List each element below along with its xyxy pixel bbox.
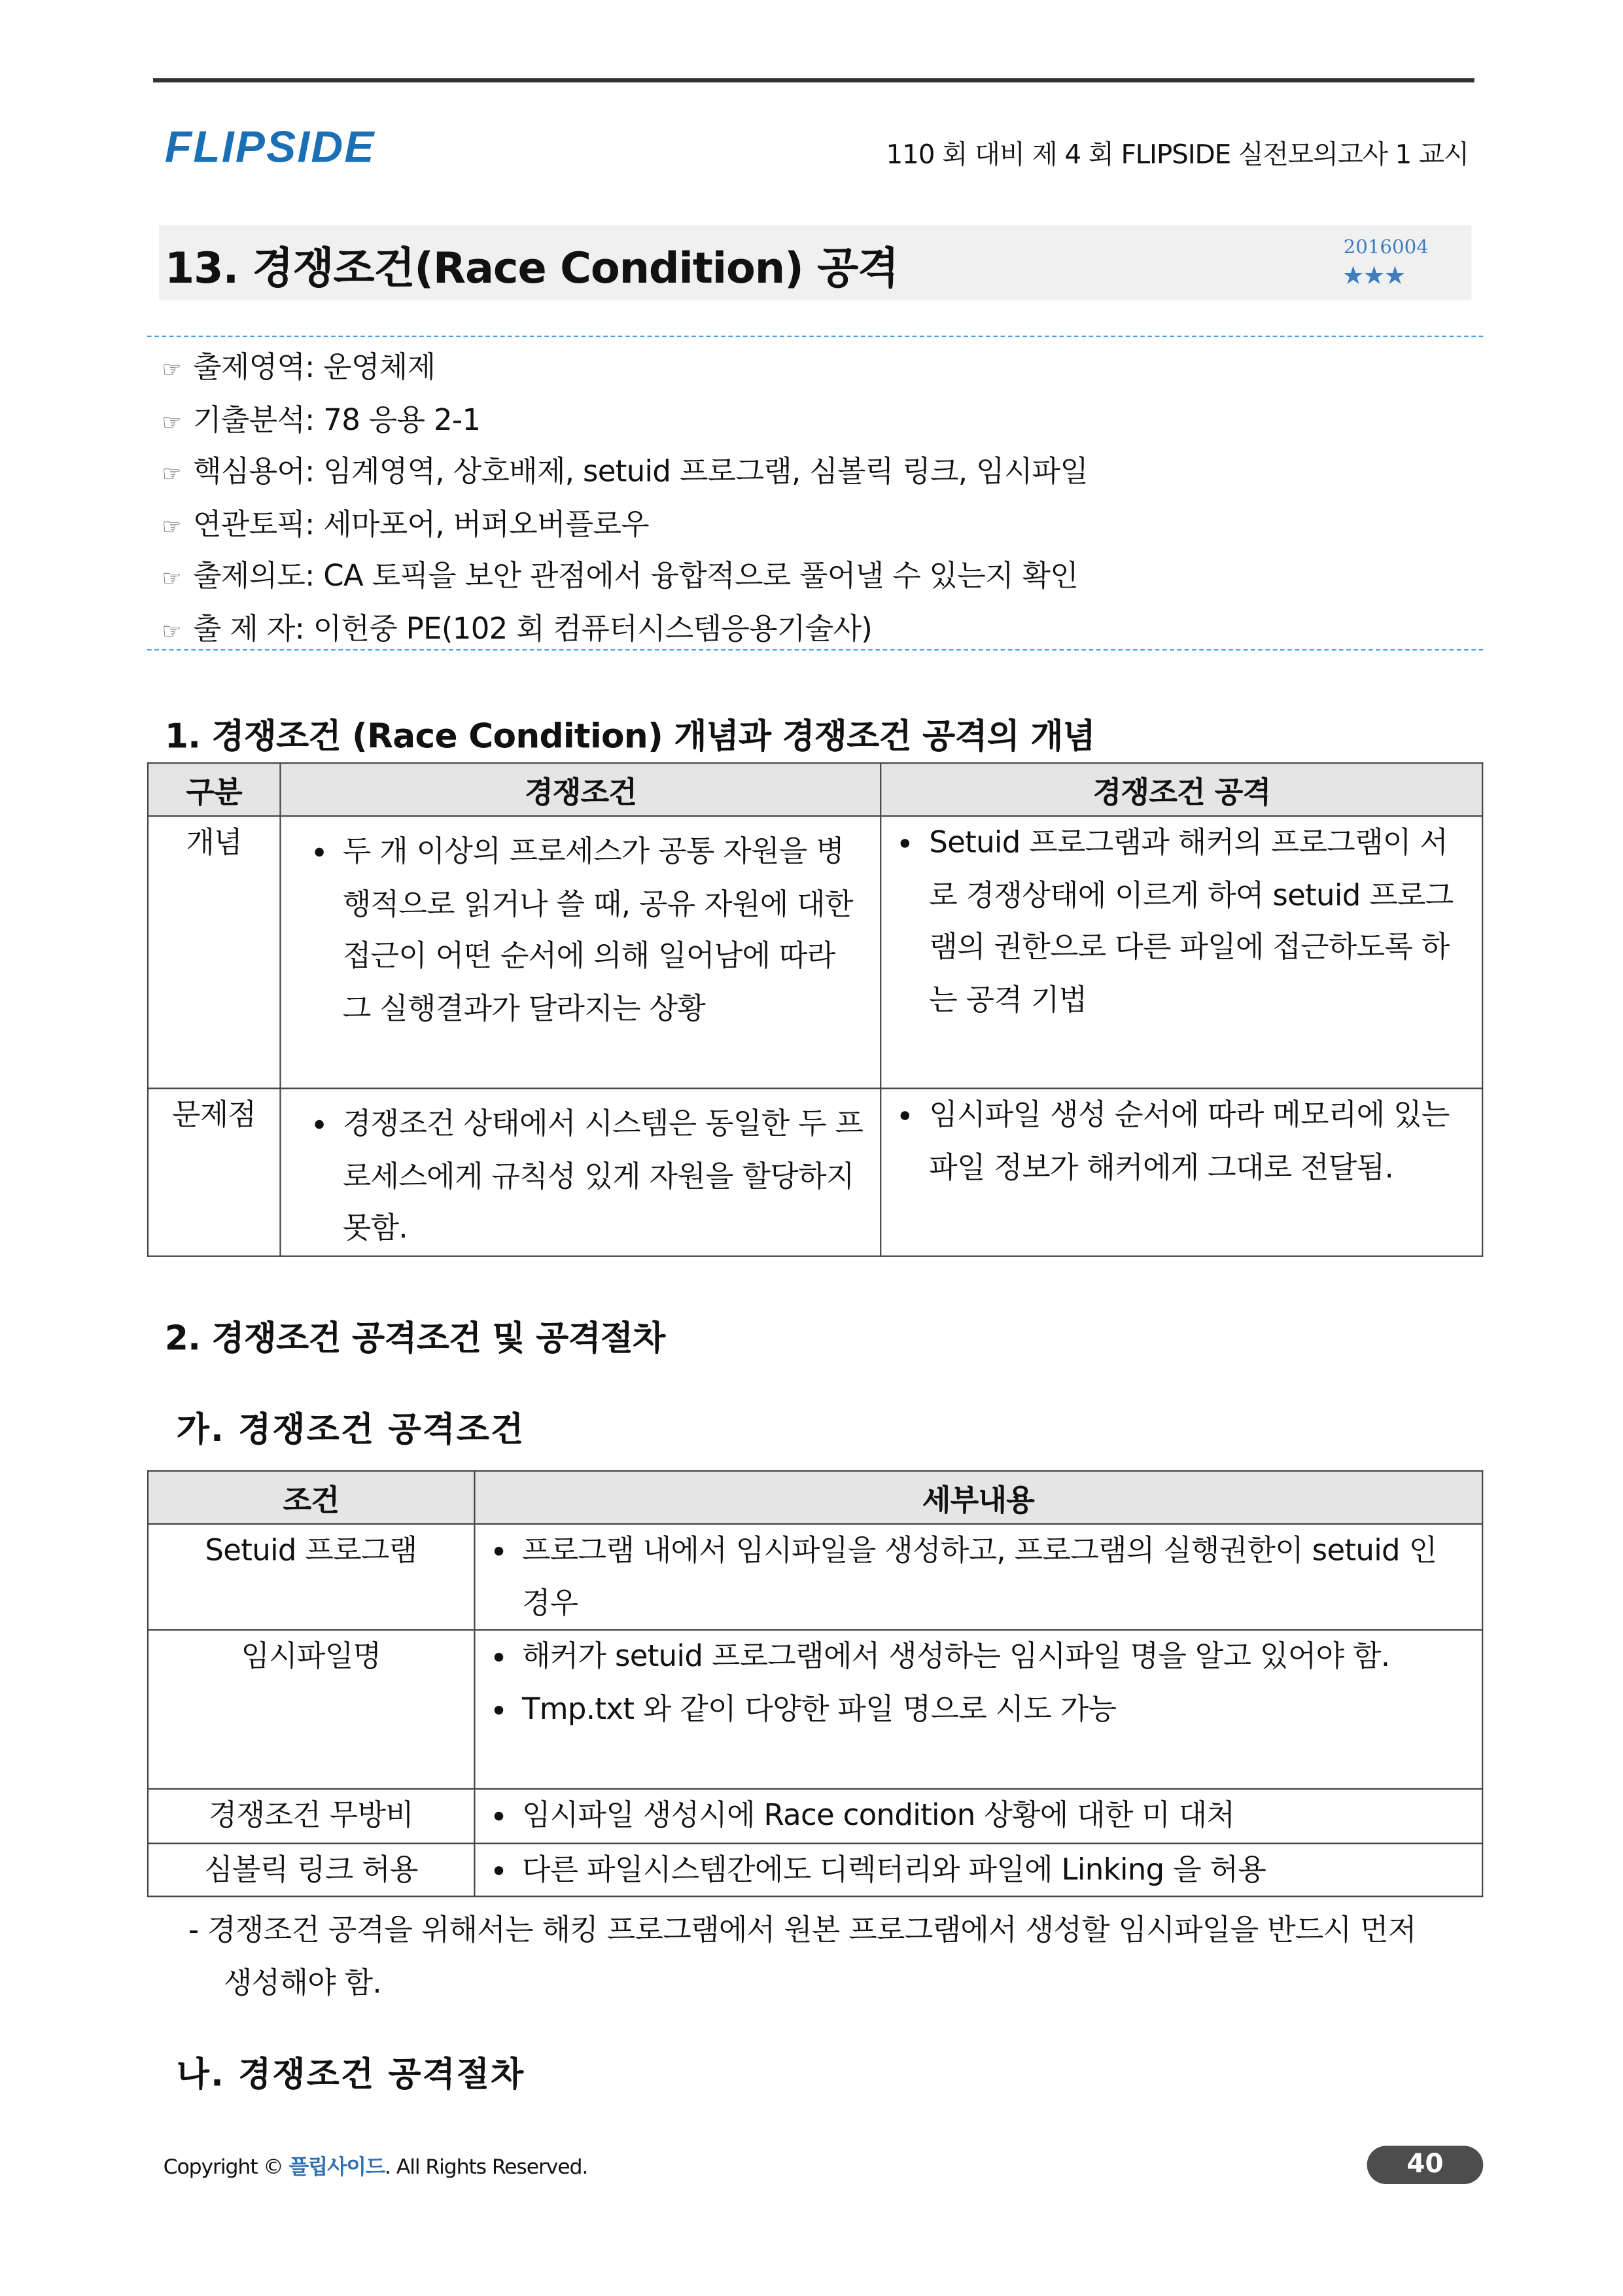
table-cell-text: • Setuid 프로그램과 해커의 프로그램이 서로 경쟁상태에 이르게 하여 setuid 프로그램의 권한으로 다른 파일에 접근하도록 하는 공격 기법 [929,817,1470,1025]
table-header: 구분 [148,763,280,816]
table-row [148,1843,1482,1896]
table-cell-text: • 해커가 setuid 프로그램에서 생성하는 임시파일 명을 알고 있어야 함. [522,1631,1470,1683]
pointing-hand-icon: ☞ [162,565,182,592]
table-cell-text: • 두 개 이상의 프로세스가 공통 자원을 병행적으로 읽거나 쓸 때, 공유 자원에 대한 접근이 어떤 순서에 의해 일어남에 따라 그 실행결과가 달라지는 상황 [343,826,869,1034]
copyright [164,2151,588,2181]
table-header: 세부내용 [474,1471,1482,1524]
table-header: 경쟁조건 [280,763,881,816]
table-row [148,1524,1482,1630]
table-cell-text: • 경쟁조건 상태에서 시스템은 동일한 두 프로세스에게 규칙성 있게 자원을 할당하지 못함. [343,1098,869,1255]
pointing-hand-icon: ☞ [162,356,182,383]
table-cell-text: • 임시파일 생성 순서에 따라 메모리에 있는 파일 정보가 해커에게 그대로 전달됨. [929,1089,1470,1193]
top-rule [153,78,1475,82]
flipside-logo: FLIPSIDE [164,123,375,173]
difficulty-stars-icon: ★★★ [1342,262,1405,292]
page-title: 13. 경쟁조건(Race Condition) 공격 [164,243,899,293]
section-heading: 1. 경쟁조건 (Race Condition) 개념과 경쟁조건 공격의 개념 [164,718,1096,757]
table-cell-text: • 프로그램 내에서 임시파일을 생성하고, 프로그램의 실행권한이 setuid 인 경우 [522,1525,1470,1629]
copyright-text: . All Rights Reserved. [385,2156,588,2180]
meta-item [162,604,872,646]
page-number: 40 [1367,2146,1484,2183]
pointing-hand-icon: ☞ [162,461,182,487]
note-text: - 경쟁조건 공격을 위해서는 해킹 프로그램에서 원본 프로그램에서 생성할 임시파일을 반드시 먼저 생성해야 함. [188,1911,1416,2000]
meta-text: 연관토픽: 세마포어, 버퍼오버플로우 [193,505,650,541]
table-row [148,1088,1482,1255]
meta-item [162,552,1078,594]
row-label: 문제점 [148,1088,280,1255]
question-code: 2016004 [1343,237,1429,259]
concept-table [147,762,1483,1256]
meta-item [162,448,1088,490]
table-cell-text: • 임시파일 생성시에 Race condition 상황에 대한 미 대처 [522,1790,1470,1842]
table-header: 경쟁조건 공격 [881,763,1482,816]
conditions-table [147,1470,1483,1897]
pointing-hand-icon: ☞ [162,617,182,645]
row-label: 심볼릭 링크 허용 [148,1843,474,1896]
subsection-heading: 나. 경쟁조건 공격절차 [176,2056,525,2094]
brand-name: 플립사이드 [288,2156,385,2180]
pointing-hand-icon: ☞ [162,512,182,540]
meta-text: 출 제 자: 이헌중 PE(102 회 컴퓨터시스템응용기술사) [193,610,873,646]
meta-item [162,343,435,385]
meta-text: 출제영역: 운영체제 [193,349,436,385]
row-label: 개념 [148,816,280,1088]
exam-header: 110 회 대비 제 4 회 FLIPSIDE 실전모의고사 1 교시 [886,139,1469,171]
section-heading: 2. 경쟁조건 공격조건 및 공격절차 [164,1320,665,1359]
table-row [148,1789,1482,1843]
meta-text: 출제의도: CA 토픽을 보안 관점에서 융합적으로 풀어낼 수 있는지 확인 [193,557,1079,593]
dashed-divider [147,649,1483,650]
table-row [148,1630,1482,1789]
row-label: 임시파일명 [148,1630,474,1789]
row-label: 경쟁조건 무방비 [148,1789,474,1843]
copyright-text: Copyright © [163,2156,283,2180]
table-cell-text: • 다른 파일시스템간에도 디렉터리와 파일에 Linking 을 허용 [522,1843,1470,1896]
table-cell-text: • Tmp.txt 와 같이 다양한 파일 명으로 시도 가능 [522,1683,1470,1735]
meta-item [162,500,649,542]
dashed-divider [147,336,1483,337]
subsection-heading: 가. 경쟁조건 공격조건 [176,1411,525,1450]
meta-text: 기출분석: 78 응용 2-1 [193,400,481,436]
row-label: Setuid 프로그램 [148,1524,474,1630]
pointing-hand-icon: ☞ [162,408,182,435]
table-row [148,816,1482,1088]
meta-text: 핵심용어: 임계영역, 상호배제, setuid 프로그램, 심볼릭 링크, 임시파일 [193,453,1089,489]
table-header: 조건 [148,1471,474,1524]
meta-item [162,395,480,438]
